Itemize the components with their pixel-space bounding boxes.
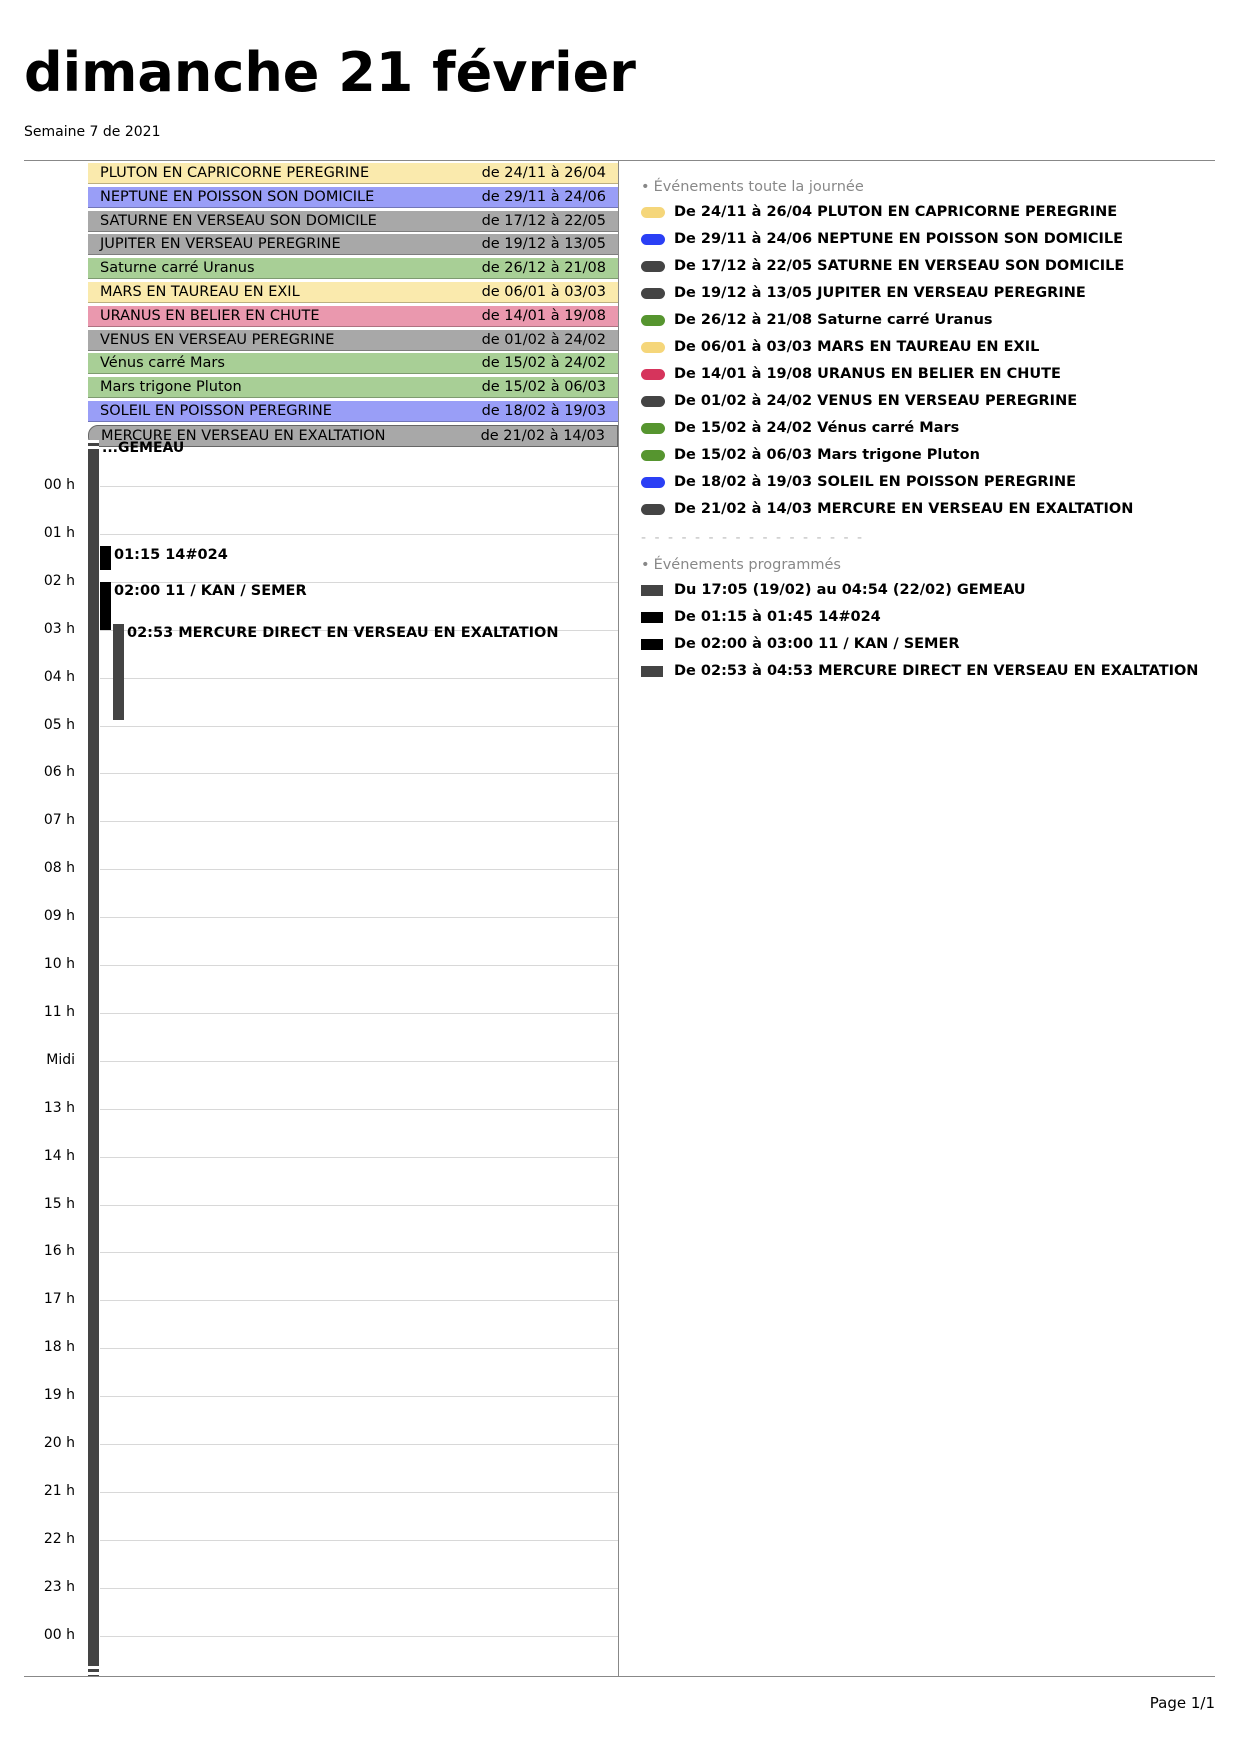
gemeau-continue-marker-bottom bbox=[88, 1672, 99, 1675]
legend-row[interactable] bbox=[641, 337, 1211, 364]
legend-row[interactable] bbox=[641, 283, 1211, 310]
hour-gridline bbox=[100, 1252, 618, 1253]
legend-row[interactable] bbox=[641, 445, 1211, 472]
hour-gridline bbox=[100, 1636, 618, 1637]
legend-text: De 26/12 à 21/08 Saturne carré Uranus bbox=[674, 312, 993, 328]
legend-row[interactable] bbox=[641, 202, 1211, 229]
legend-text: De 21/02 à 14/03 MERCURE EN VERSEAU EN EXALTATION bbox=[674, 501, 1134, 517]
all-day-event-banner[interactable] bbox=[88, 306, 618, 327]
gemeau-continue-marker-top bbox=[88, 440, 99, 443]
legend-text: De 18/02 à 19/03 SOLEIL EN POISSON PEREGRINE bbox=[674, 474, 1077, 490]
hour-gridline bbox=[100, 486, 618, 487]
all-day-event-banner[interactable] bbox=[88, 353, 618, 374]
top-rule bbox=[24, 160, 1215, 161]
all-day-event-name: Saturne carré Uranus bbox=[100, 260, 255, 277]
color-swatch-icon bbox=[641, 342, 665, 353]
hour-gridline bbox=[100, 1013, 618, 1014]
bullet-icon: • bbox=[641, 179, 650, 195]
hour-gridline bbox=[100, 1540, 618, 1541]
legend-panel bbox=[641, 176, 1211, 688]
hour-gridline bbox=[100, 1109, 618, 1110]
legend-text: De 17/12 à 22/05 SATURNE EN VERSEAU SON DOMICILE bbox=[674, 258, 1125, 274]
all-day-event-name: SATURNE EN VERSEAU SON DOMICILE bbox=[100, 212, 377, 229]
legend-text: De 15/02 à 24/02 Vénus carré Mars bbox=[674, 420, 960, 436]
hour-gridline bbox=[100, 773, 618, 774]
hour-label: 02 h bbox=[43, 573, 75, 589]
all-day-event-dates: de 29/11 à 24/06 bbox=[481, 188, 606, 205]
legend-row[interactable] bbox=[641, 418, 1211, 445]
legend-row[interactable] bbox=[641, 391, 1211, 418]
all-day-event-banner[interactable] bbox=[88, 163, 618, 184]
color-swatch-icon bbox=[641, 315, 665, 326]
legend-row[interactable] bbox=[641, 607, 1211, 634]
color-swatch-icon bbox=[641, 369, 665, 380]
legend-row[interactable] bbox=[641, 580, 1211, 607]
hour-gridline bbox=[100, 1492, 618, 1493]
hour-gridline bbox=[100, 869, 618, 870]
all-day-event-name: URANUS EN BELIER EN CHUTE bbox=[100, 307, 320, 324]
page-number: Page 1/1 bbox=[1149, 1694, 1215, 1712]
color-swatch-icon bbox=[641, 639, 663, 650]
hour-label: 23 h bbox=[43, 1579, 75, 1595]
all-day-event-dates: de 14/01 à 19/08 bbox=[481, 307, 606, 324]
gemeau-event-bar[interactable] bbox=[88, 440, 99, 1676]
legend-row[interactable] bbox=[641, 364, 1211, 391]
hour-label: 09 h bbox=[43, 908, 75, 924]
legend-text: De 02:00 à 03:00 11 / KAN / SEMER bbox=[674, 636, 960, 652]
all-day-event-banner[interactable] bbox=[88, 282, 618, 303]
hour-gridline bbox=[100, 1205, 618, 1206]
legend-row[interactable] bbox=[641, 499, 1211, 526]
legend-text: De 29/11 à 24/06 NEPTUNE EN POISSON SON DOMICILE bbox=[674, 231, 1124, 247]
hour-gridline bbox=[100, 1588, 618, 1589]
scheduled-section-title: • Événements programmés bbox=[641, 554, 1211, 580]
week-subtitle: Semaine 7 de 2021 bbox=[24, 124, 161, 140]
timed-event-label[interactable]: 02:00 11 / KAN / SEMER bbox=[114, 583, 307, 599]
legend-text: De 24/11 à 26/04 PLUTON EN CAPRICORNE PEREGRINE bbox=[674, 204, 1118, 220]
hour-gridline bbox=[100, 1157, 618, 1158]
gemeau-continue-marker-top bbox=[88, 446, 99, 449]
legend-row[interactable] bbox=[641, 229, 1211, 256]
all-day-event-dates: de 24/11 à 26/04 bbox=[481, 165, 606, 181]
color-swatch-icon bbox=[641, 666, 663, 677]
all-day-event-name: PLUTON EN CAPRICORNE PEREGRINE bbox=[100, 165, 370, 181]
hour-label: 16 h bbox=[43, 1243, 75, 1259]
all-day-event-dates: de 01/02 à 24/02 bbox=[481, 331, 606, 348]
hour-gridline bbox=[100, 1396, 618, 1397]
legend-text: De 02:53 à 04:53 MERCURE DIRECT EN VERSEAU EN EXALTATION bbox=[674, 663, 1199, 679]
legend-row[interactable] bbox=[641, 472, 1211, 499]
hour-label: 19 h bbox=[43, 1387, 75, 1403]
legend-text: De 14/01 à 19/08 URANUS EN BELIER EN CHUTE bbox=[674, 366, 1061, 382]
color-swatch-icon bbox=[641, 234, 665, 245]
color-swatch-icon bbox=[641, 612, 663, 623]
page-title: dimanche 21 février bbox=[24, 41, 636, 104]
hour-gridline bbox=[100, 917, 618, 918]
all-day-event-name: Vénus carré Mars bbox=[100, 355, 225, 372]
all-day-event-name: VENUS EN VERSEAU PEREGRINE bbox=[100, 331, 335, 348]
color-swatch-icon bbox=[641, 450, 665, 461]
legend-text: De 15/02 à 06/03 Mars trigone Pluton bbox=[674, 447, 980, 463]
all-day-legend-list bbox=[641, 202, 1211, 526]
hour-label: 18 h bbox=[43, 1339, 75, 1355]
section-separator: - - - - - - - - - - - - - - - - - bbox=[641, 530, 865, 546]
all-day-event-dates: de 15/02 à 06/03 bbox=[481, 379, 606, 396]
color-swatch-icon bbox=[641, 261, 665, 272]
all-day-event-name: MARS EN TAUREAU EN EXIL bbox=[100, 283, 300, 300]
hour-label: Midi bbox=[46, 1052, 75, 1068]
all-day-event-dates: de 15/02 à 24/02 bbox=[481, 355, 606, 372]
color-swatch-icon bbox=[641, 288, 665, 299]
legend-text: De 06/01 à 03/03 MARS EN TAUREAU EN EXIL bbox=[674, 339, 1040, 355]
hour-label: 00 h bbox=[43, 477, 75, 493]
hour-label: 01 h bbox=[43, 525, 75, 541]
timed-event-label[interactable]: 02:53 MERCURE DIRECT EN VERSEAU EN EXALTATION bbox=[127, 625, 559, 641]
bullet-icon: • bbox=[641, 557, 650, 573]
hour-label: 10 h bbox=[43, 956, 75, 972]
hour-label: 05 h bbox=[43, 717, 75, 733]
all-day-event-name: NEPTUNE EN POISSON SON DOMICILE bbox=[100, 188, 375, 205]
all-day-event-dates: de 21/02 à 14/03 bbox=[480, 427, 605, 444]
hour-gridline bbox=[100, 1348, 618, 1349]
hour-gridline bbox=[100, 1300, 618, 1301]
gemeau-event-label[interactable]: ...GEMEAU bbox=[102, 440, 185, 456]
hour-label: 17 h bbox=[43, 1291, 75, 1307]
hour-label: 20 h bbox=[43, 1435, 75, 1451]
color-swatch-icon bbox=[641, 477, 665, 488]
timed-event-bar[interactable] bbox=[100, 582, 111, 630]
legend-row[interactable] bbox=[641, 661, 1211, 688]
timed-event-bar[interactable] bbox=[113, 624, 124, 720]
hour-label: 13 h bbox=[43, 1100, 75, 1116]
hour-gridline bbox=[100, 678, 618, 679]
all-day-section-title: • Événements toute la journée bbox=[641, 176, 1211, 202]
column-divider bbox=[618, 160, 619, 1676]
hour-gridline bbox=[100, 534, 618, 535]
color-swatch-icon bbox=[641, 207, 665, 218]
hour-label: 21 h bbox=[43, 1483, 75, 1499]
legend-row[interactable] bbox=[641, 634, 1211, 661]
hour-label: 03 h bbox=[43, 621, 75, 637]
legend-text: Du 17:05 (19/02) au 04:54 (22/02) GEMEAU bbox=[674, 582, 1026, 598]
all-day-event-dates: de 06/01 à 03/03 bbox=[481, 283, 606, 300]
all-day-events-list bbox=[88, 163, 618, 450]
all-day-event-banner[interactable] bbox=[88, 330, 618, 351]
color-swatch-icon bbox=[641, 396, 665, 407]
all-day-event-dates: de 18/02 à 19/03 bbox=[481, 402, 606, 419]
hour-label: 15 h bbox=[43, 1196, 75, 1212]
hour-label: 14 h bbox=[43, 1148, 75, 1164]
all-day-event-dates: de 19/12 à 13/05 bbox=[481, 236, 606, 253]
legend-text: De 01/02 à 24/02 VENUS EN VERSEAU PEREGRINE bbox=[674, 393, 1078, 409]
color-swatch-icon bbox=[641, 423, 665, 434]
hour-gridline bbox=[100, 1061, 618, 1062]
timed-event-bar[interactable] bbox=[100, 546, 111, 570]
hour-gridline bbox=[100, 726, 618, 727]
all-day-event-dates: de 17/12 à 22/05 bbox=[481, 212, 606, 229]
hour-label: 07 h bbox=[43, 812, 75, 828]
color-swatch-icon bbox=[641, 585, 663, 596]
hour-gridline bbox=[100, 965, 618, 966]
hour-label: 06 h bbox=[43, 764, 75, 780]
legend-row[interactable] bbox=[641, 256, 1211, 283]
hour-gridline bbox=[100, 1444, 618, 1445]
legend-text: De 01:15 à 01:45 14#024 bbox=[674, 609, 881, 625]
all-day-event-banner[interactable] bbox=[88, 187, 618, 208]
scheduled-legend-list bbox=[641, 580, 1211, 688]
all-day-event-banner[interactable] bbox=[88, 377, 618, 398]
all-day-event-name: Mars trigone Pluton bbox=[100, 379, 242, 396]
hour-label: 04 h bbox=[43, 669, 75, 685]
all-day-event-banner[interactable] bbox=[88, 211, 618, 232]
color-swatch-icon bbox=[641, 504, 665, 515]
all-day-event-dates: de 26/12 à 21/08 bbox=[481, 260, 606, 277]
all-day-event-banner[interactable] bbox=[88, 234, 618, 255]
gemeau-continue-marker-bottom bbox=[88, 1666, 99, 1669]
hour-gridline bbox=[100, 821, 618, 822]
hour-label: 00 h bbox=[43, 1627, 75, 1643]
all-day-event-banner[interactable] bbox=[88, 401, 618, 422]
legend-text: De 19/12 à 13/05 JUPITER EN VERSEAU PEREGRINE bbox=[674, 285, 1086, 301]
hour-label: 11 h bbox=[43, 1004, 75, 1020]
bottom-rule bbox=[24, 1676, 1215, 1677]
hour-label: 22 h bbox=[43, 1531, 75, 1547]
all-day-event-name: MERCURE EN VERSEAU EN EXALTATION bbox=[101, 427, 386, 444]
hour-label: 08 h bbox=[43, 860, 75, 876]
all-day-event-banner[interactable] bbox=[88, 258, 618, 279]
all-day-event-name: JUPITER EN VERSEAU PEREGRINE bbox=[100, 236, 341, 253]
legend-row[interactable] bbox=[641, 310, 1211, 337]
all-day-event-name: SOLEIL EN POISSON PEREGRINE bbox=[100, 402, 332, 419]
timed-event-label[interactable]: 01:15 14#024 bbox=[114, 547, 228, 563]
